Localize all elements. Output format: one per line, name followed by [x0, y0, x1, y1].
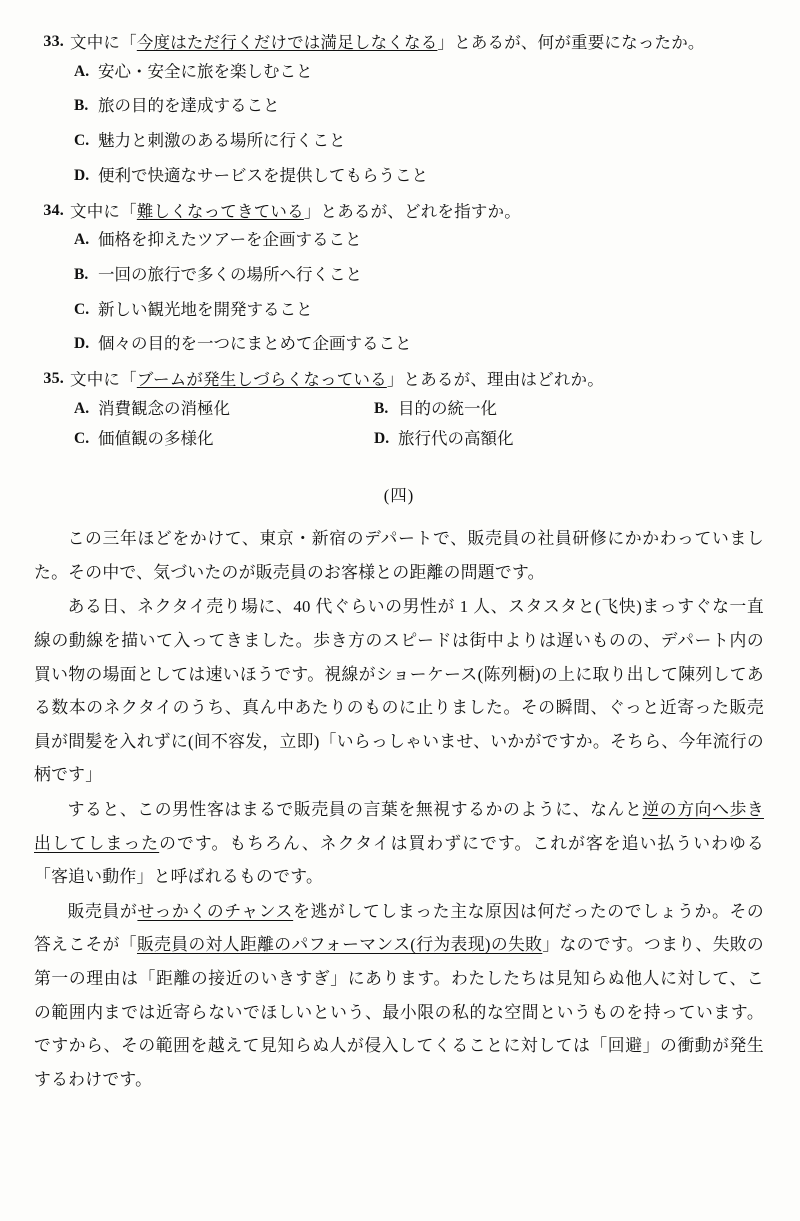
option-letter: B. — [74, 97, 89, 115]
question-stem — [34, 30, 764, 56]
question-number: 33. — [43, 33, 64, 50]
paragraph-run: 」なのです。つまり、失敗の第一の理由は「距離の接近のいきすぎ」にあります。わたしたちは見知らぬ他人に対して、この範囲内までは近寄らないでほしいという、最小限の私的な空間というものを持っています。ですから、その範囲を越えて見知らぬ人が侵入してくることに対しては「回避」の衝動が発生するわけです。 — [34, 935, 764, 1089]
option-text: 旅の目的を達成すること — [98, 96, 280, 116]
option-letter: C. — [74, 300, 90, 318]
option-d[interactable] — [74, 332, 764, 357]
option-b[interactable] — [74, 263, 764, 288]
stem-prefix: 文中に「 — [70, 33, 137, 52]
reading-passage — [34, 522, 764, 1096]
options-row — [74, 427, 764, 452]
stem-underlined: 今度はただ行くだけでは満足しなくなる — [136, 33, 438, 52]
question-text — [70, 30, 764, 56]
stem-prefix: 文中に「 — [70, 370, 137, 390]
option-letter: C. — [74, 430, 90, 448]
paragraph-run: ある日、ネクタイ売り場に、40 代ぐらいの男性が 1 人、スタスタと(飞快)まっすぐな一直線の動線を描いて入ってきました。歩き方のスピードは街中よりは遅いものの、デパート内の買い物の場面としては速いほうです。視線がショーケース(陈列橱)の上に取り出して陳列してある数本のネクタイのうち、真ん中あたりのものに止りました。その瞬間、ぐっと近寄った販売員が間髪を入れずに(间不容发，立即)「いらっしゃいませ、いかがですか。そちら、今年流行の柄です」 — [34, 597, 764, 785]
option-text: 安心・安全に旅を楽しむこと — [98, 61, 313, 81]
option-text: 消費観念の消極化 — [98, 398, 230, 418]
question-33 — [34, 30, 764, 189]
option-a[interactable] — [74, 60, 764, 85]
option-c[interactable] — [74, 129, 764, 154]
option-letter: A. — [74, 231, 90, 249]
section-heading: (四) — [383, 486, 415, 506]
paragraph-run-underlined: 販売員の対人距離のパフォーマンス(行为表现)の失敗 — [136, 935, 543, 955]
options-list — [74, 60, 764, 189]
option-a[interactable] — [74, 228, 764, 253]
option-text: 価格を抑えたツアーを企画すること — [98, 230, 362, 250]
question-34 — [34, 199, 764, 358]
option-letter: A. — [74, 62, 90, 80]
option-letter: B. — [374, 399, 389, 417]
option-letter: D. — [74, 335, 90, 353]
option-c[interactable] — [74, 298, 764, 323]
stem-underlined: 難しくなってきている — [136, 201, 304, 221]
option-text: 便利で快適なサービスを提供してもらうこと — [98, 165, 428, 185]
paragraph-run: 販売員が — [67, 901, 138, 921]
option-text: 価値観の多様化 — [98, 429, 214, 449]
question-number: 35. — [43, 370, 64, 388]
stem-suffix: 」とあるが、どれを指すか。 — [303, 201, 521, 221]
paragraph-run: この三年ほどをかけて、東京・新宿のデパートで、販売員の社員研修にかかわっていました。その中で、気づいたのが販売員のお客様との距離の問題です。 — [34, 529, 764, 582]
option-c[interactable] — [74, 427, 374, 452]
passage-paragraph-2 — [34, 590, 764, 792]
option-letter: D. — [74, 166, 90, 184]
option-text: 目的の統一化 — [398, 398, 497, 418]
option-text: 新しい観光地を開発すること — [98, 299, 313, 319]
option-letter: B. — [74, 265, 89, 283]
option-d[interactable] — [74, 164, 764, 189]
paragraph-run: を逃がしてしまった主な原因は何だったのでしょうか。その答えこそが「 — [34, 901, 764, 955]
question-35 — [34, 367, 764, 452]
question-stem — [34, 367, 764, 393]
passage-paragraph-4 — [34, 895, 764, 1097]
option-letter: C. — [74, 132, 90, 150]
stem-suffix: 」とあるが、理由はどれか。 — [386, 370, 604, 390]
paragraph-run-underlined: 逆の方向へ歩き出してしまった — [34, 799, 764, 853]
options-list — [74, 228, 764, 357]
question-number: 34. — [43, 201, 64, 219]
option-text: 旅行代の高額化 — [398, 429, 514, 449]
paragraph-run-underlined: せっかくのチャンス — [137, 901, 294, 921]
option-letter: A. — [74, 399, 90, 417]
page-content — [34, 30, 764, 1097]
option-text: 魅力と刺激のある場所に行くこと — [98, 131, 346, 151]
question-text — [70, 199, 764, 225]
options-row — [74, 397, 764, 422]
stem-prefix: 文中に「 — [70, 201, 137, 221]
options-list — [74, 397, 764, 453]
paragraph-run: すると、この男性客はまるで販売員の言葉を無視するかのように、なんと — [67, 799, 643, 819]
stem-underlined: ブームが発生しづらくなっている — [136, 370, 387, 390]
option-b[interactable] — [74, 94, 764, 119]
option-text: 一回の旅行で多くの場所へ行くこと — [98, 264, 362, 284]
paragraph-run: のです。もちろん、ネクタイは買わずにです。これが客を追い払ういわゆる「客追い動作」と呼ばれるものです。 — [34, 833, 764, 887]
passage-paragraph-3 — [34, 793, 764, 894]
option-letter: D. — [374, 430, 390, 448]
stem-suffix: 」とあるが、何が重要になったか。 — [437, 33, 705, 52]
option-b[interactable] — [374, 397, 674, 422]
option-text: 個々の目的を一つにまとめて企画すること — [98, 334, 412, 354]
passage-paragraph-1 — [34, 522, 764, 589]
option-a[interactable] — [74, 397, 374, 422]
question-stem — [34, 199, 764, 225]
question-text — [70, 367, 764, 393]
option-d[interactable] — [374, 427, 674, 452]
